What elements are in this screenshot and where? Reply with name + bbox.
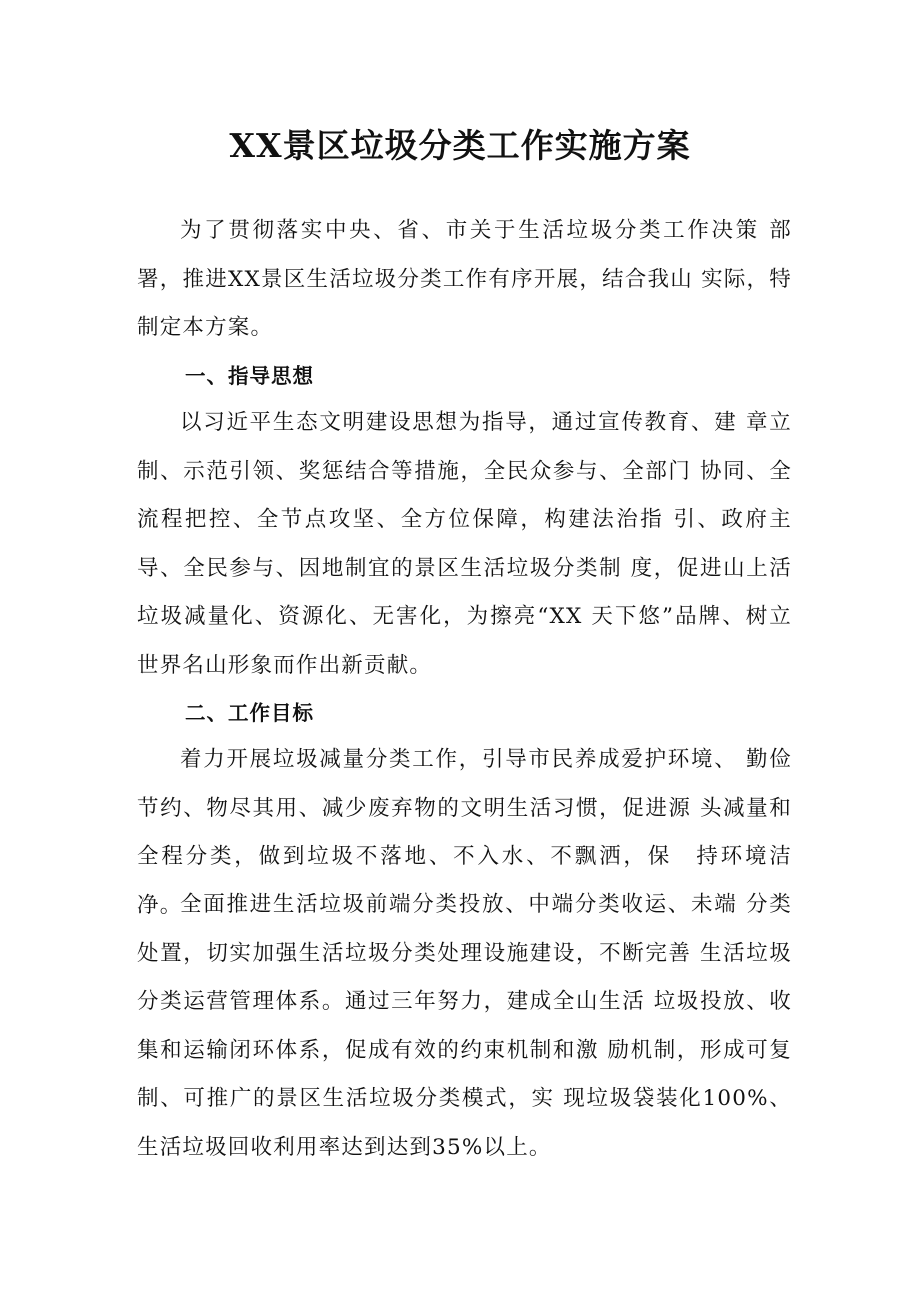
section-heading-guiding-ideology: 一、指导思想	[185, 364, 314, 388]
work-goals-paragraph-1: 着力开展垃圾减量分类工作，引导市民养成爱护环境、 勤俭节约、物尽其用、减少废弃物的文明生活习惯，促进源 头减量和全程分类，做到垃圾不落地、不入水、不飘洒，保 持环境洁净。	[137, 747, 792, 918]
work-goals-paragraph-2: 全面推进生活垃圾前端分类投放、中端分类收运、未端 分类处置，切实加强生活垃圾分类处理设施建设，不断完善 生活垃圾分类运营管理体系。通过三年努力，建成全山生活 垃圾投放、收集和运输闭环体系，促成有效的约束机制和激 励机制，形成可复制、可推广的景区生活垃圾分类模式，实 现垃圾袋装化100%、生活垃圾回收利用率达到达到35%以上。	[137, 892, 792, 1160]
intro-paragraph: 为了贯彻落实中央、省、市关于生活垃圾分类工作决策 部署，推进XX景区生活垃圾分类工作有序开展，结合我山 实际，特制定本方案。	[137, 218, 792, 340]
guiding-ideology-paragraph: 以习近平生态文明建设思想为指导，通过宣传教育、建 章立制、示范引领、奖惩结合等措施，全民众参与、全部门 协同、全流程把控、全节点攻坚、全方位保障，构建法治指 引、政府主导、全民参与、因地制宜的景区生活垃圾分类制 度，促进山上活垃圾减量化、资源化、无害化，为擦亮“XX 天下悠”品牌、树立世界名山形象而作出新贡献。	[137, 410, 792, 678]
section-heading-work-goals: 二、工作目标	[185, 701, 314, 725]
document-title: XX景区垃圾分类工作实施方案	[229, 126, 691, 165]
